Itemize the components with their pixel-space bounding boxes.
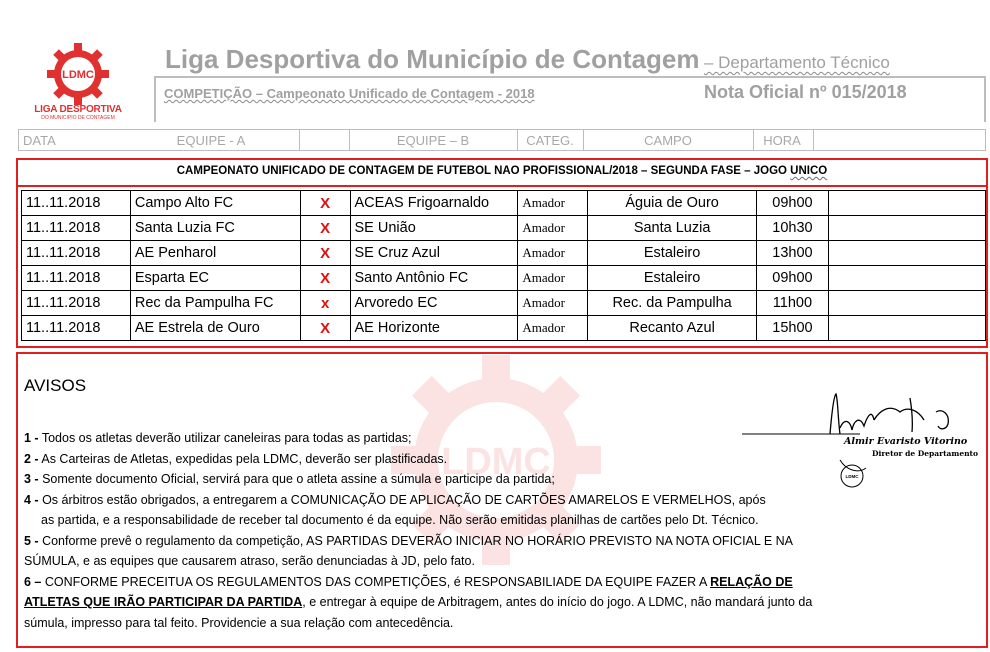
game-date: 11..11.2018 xyxy=(22,241,131,266)
games-table xyxy=(21,190,986,341)
gear-icon xyxy=(42,42,114,106)
versus-mark: X xyxy=(300,241,350,266)
game-time: 13h00 xyxy=(756,241,828,266)
logo-text: LDMC xyxy=(62,69,94,81)
team-b: SE União xyxy=(350,216,518,241)
versus-mark: X xyxy=(300,191,350,216)
competition-box xyxy=(154,76,986,122)
signature-name: Almir Evaristo Vitorino xyxy=(844,436,968,447)
team-a: Santa Luzia FC xyxy=(130,216,300,241)
team-a: Rec da Pampulha FC xyxy=(130,291,300,316)
org-name: Liga Desportiva do Município de Contagem xyxy=(165,44,700,74)
competition-label: COMPETIÇÃO – Campeonato Unificado de Contagem - 2018 xyxy=(164,86,535,101)
field-name: Santa Luzia xyxy=(588,216,757,241)
game-row xyxy=(22,291,986,316)
aviso-item: 4 - Os árbitros estão obrigados, a entregarem a COMUNICAÇÃO DE APLICAÇÃO DE CARTÕES AMARELOS E VERMELHOS, após xyxy=(24,492,766,507)
empty-cell xyxy=(828,216,985,241)
game-row xyxy=(22,266,986,291)
games-box xyxy=(16,158,988,348)
field-name: Recanto Azul xyxy=(588,316,757,341)
game-time: 09h00 xyxy=(756,266,828,291)
versus-mark: X xyxy=(300,316,350,341)
team-b: Arvoredo EC xyxy=(350,291,518,316)
svg-text:LDMC: LDMC xyxy=(845,474,859,479)
category: Amador xyxy=(518,241,588,266)
empty-cell xyxy=(828,241,985,266)
games-title: CAMPEONATO UNIFICADO DE CONTAGEM DE FUTEBOL NAO PROFISSIONAL/2018 – SEGUNDA FASE – JOGO UNICO xyxy=(176,165,828,177)
field-name: Estaleiro xyxy=(588,241,757,266)
team-b: AE Horizonte xyxy=(350,316,518,341)
game-time: 15h00 xyxy=(756,316,828,341)
col-equipe-b: EQUIPE – B xyxy=(396,133,470,148)
col-divider xyxy=(299,130,300,150)
aviso-item-continued: ATLETAS QUE IRÃO PARTICIPAR DA PARTIDA, e entregar à equipe de Arbitragem, antes do início do jogo. A LDMC, não mandará junto da xyxy=(24,595,813,609)
team-a: Campo Alto FC xyxy=(130,191,300,216)
signature-role: Diretor de Departamento xyxy=(872,449,979,458)
avisos-list xyxy=(24,428,944,633)
col-equipe-a: EQUIPE - A xyxy=(176,133,246,148)
game-time: 10h30 xyxy=(756,216,828,241)
game-time: 11h00 xyxy=(756,291,828,316)
empty-cell xyxy=(828,291,985,316)
col-hora: HORA xyxy=(763,133,801,148)
aviso-item: 2 - As Carteiras de Atletas, expedidas pela LDMC, deverão ser plastificadas. xyxy=(24,451,448,466)
category: Amador xyxy=(518,191,588,216)
org-title xyxy=(165,44,890,75)
department: – Departamento Técnico xyxy=(703,53,890,72)
game-date: 11..11.2018 xyxy=(22,316,131,341)
field-name: Rec. da Pampulha xyxy=(588,291,757,316)
team-a: Esparta EC xyxy=(130,266,300,291)
col-categ: CATEG. xyxy=(526,133,574,148)
aviso-item: 3 - Somente documento Oficial, servirá para que o atleta assine a súmula e participe da partida; xyxy=(24,472,555,486)
team-b: SE Cruz Azul xyxy=(350,241,518,266)
aviso-item: 6 – CONFORME PRECEITUA OS REGULAMENTOS DAS COMPETIÇÕES, é RESPONSABILIADE DA EQUIPE FAZER A RELAÇÃO DE xyxy=(24,574,793,589)
aviso-item-continued: as partida, e a responsabilidade de receber tal documento é da equipe. Não serão emitidas planilhas de cartões pelo Dt. Técnico. xyxy=(41,513,759,527)
game-date: 11..11.2018 xyxy=(22,191,131,216)
game-row xyxy=(22,241,986,266)
game-row xyxy=(22,216,986,241)
team-a: AE Penharol xyxy=(130,241,300,266)
logo-name: LIGA DESPORTIVA xyxy=(34,104,122,115)
aviso-item-continued: súmula, impresso para tal feito. Providencie a sua relação com antecedência. xyxy=(24,615,454,630)
column-header xyxy=(18,129,986,151)
empty-cell xyxy=(828,316,985,341)
divider xyxy=(18,185,986,187)
category: Amador xyxy=(518,266,588,291)
versus-mark: X xyxy=(300,216,350,241)
aviso-item: 5 - Conforme prevê o regulamento da competição, AS PARTIDAS DEVERÃO INICIAR NO HORÁRIO PREVISTO NA NOTA OFICIAL E NA xyxy=(24,533,794,548)
game-date: 11..11.2018 xyxy=(22,216,131,241)
team-b: ACEAS Frigoarnaldo xyxy=(350,191,518,216)
aviso-item-continued: SÚMULA, e as equipes que causarem atraso, serão denunciadas à JD, pelo fato. xyxy=(24,554,475,568)
team-a: AE Estrela de Ouro xyxy=(130,316,300,341)
empty-cell xyxy=(828,191,985,216)
nota-oficial: Nota Oficial nº 015/2018 xyxy=(704,82,907,102)
avisos-box xyxy=(16,352,988,648)
versus-mark: x xyxy=(300,291,350,316)
field-name: Águia de Ouro xyxy=(588,191,757,216)
category: Amador xyxy=(518,291,588,316)
empty-cell xyxy=(828,266,985,291)
category: Amador xyxy=(518,316,588,341)
game-time: 09h00 xyxy=(756,191,828,216)
col-campo: CAMPO xyxy=(644,133,692,148)
game-row xyxy=(22,191,986,216)
category: Amador xyxy=(518,216,588,241)
aviso-item: 1 - Todos os atletas deverão utilizar caneleiras para todas as partidas; xyxy=(24,431,412,445)
game-date: 11..11.2018 xyxy=(22,291,131,316)
logo-subtitle: DO MUNICIPIO DE CONTAGEM xyxy=(41,115,115,121)
col-data: DATA xyxy=(23,133,56,148)
game-date: 11..11.2018 xyxy=(22,266,131,291)
ldmc-logo xyxy=(28,40,128,128)
field-name: Estaleiro xyxy=(588,266,757,291)
avisos-title: AVISOS xyxy=(24,376,87,395)
game-row xyxy=(22,316,986,341)
col-divider xyxy=(813,130,814,150)
svg-text:LDMC: LDMC xyxy=(441,441,551,483)
team-b: Santo Antônio FC xyxy=(350,266,518,291)
versus-mark: X xyxy=(300,266,350,291)
